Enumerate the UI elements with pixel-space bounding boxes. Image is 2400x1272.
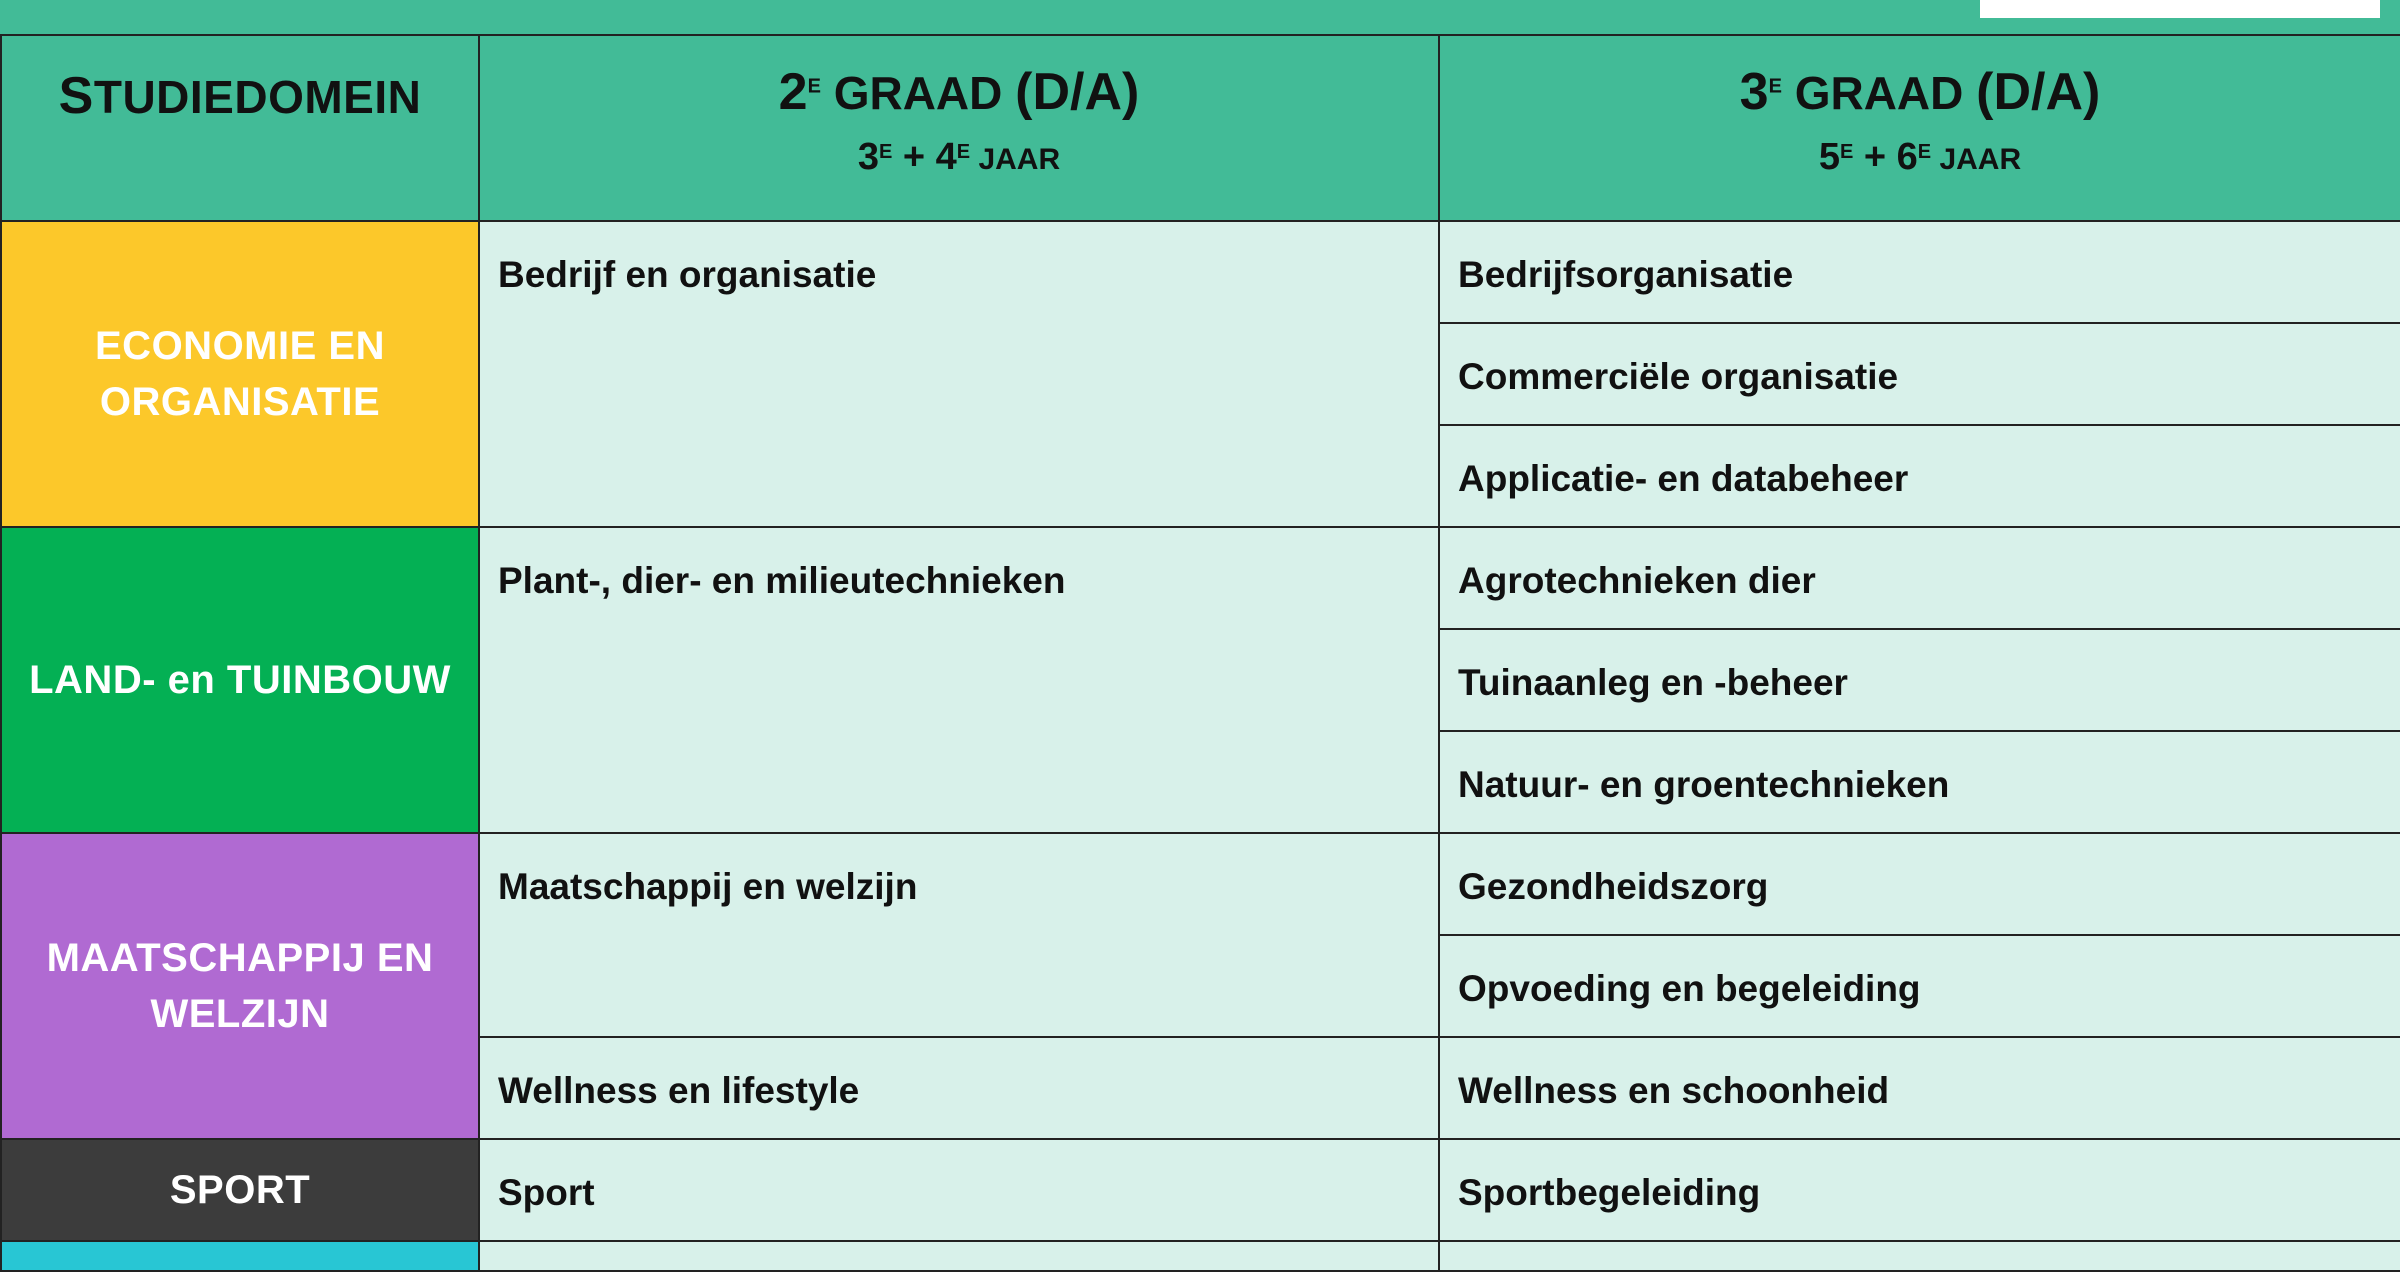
- graad-3-cell-gezondheidszorg: Gezondheidszorg: [1439, 833, 2400, 935]
- graad-2-cell-sport: Sport: [479, 1139, 1439, 1241]
- graad-3-cell-wellness-en-schoonheid: Wellness en schoonheid: [1439, 1037, 2400, 1139]
- table-row: [1, 833, 2400, 935]
- graad-3-cell-opvoeding-en-begeleiding: Opvoeding en begeleiding: [1439, 935, 2400, 1037]
- graad-2-number: 2: [778, 63, 808, 121]
- graad-2-year2-sup: E: [956, 141, 971, 163]
- header-studiedomein: [1, 35, 479, 221]
- table-row: [1, 527, 2400, 629]
- domain-economie-line2: ORGANISATIE: [99, 380, 381, 424]
- top-right-box: [1980, 0, 2380, 18]
- domain-land-en-tuinbouw: [1, 527, 479, 833]
- graad-3-cell-sportbegeleiding: Sportbegeleiding: [1439, 1139, 2400, 1241]
- graad-2-cell-next-partial: [479, 1241, 1439, 1271]
- graad-3-cell-next-partial: [1439, 1241, 2400, 1271]
- graad-2-year1-sup: E: [878, 141, 893, 163]
- header-graad-3-title: [1440, 62, 2400, 122]
- graad-3-paren: (D/A): [1976, 63, 2101, 121]
- header-studiedomein-initial: S: [58, 67, 94, 125]
- domain-land-label: LAND- en TUINBOUW: [29, 658, 451, 702]
- table-row: [1, 221, 2400, 323]
- graad-2-year2: 4: [935, 136, 957, 178]
- domain-economie-line1: ECONOMIE EN: [95, 324, 385, 368]
- graad-3-cell-bedrijfsorganisatie: Bedrijfsorganisatie: [1439, 221, 2400, 323]
- graad-2-sup: E: [807, 75, 821, 98]
- graad-3-year1-sup: E: [1839, 141, 1854, 163]
- studiedomein-table: [0, 34, 2400, 1272]
- graad-3-year2: 6: [1896, 136, 1918, 178]
- graad-2-cell-maatschappij-en-welzijn: Maatschappij en welzijn: [479, 833, 1439, 1037]
- graad-3-cell-applicatie-en-databeheer: Applicatie- en databeheer: [1439, 425, 2400, 527]
- graad-3-year2-sup: E: [1917, 141, 1932, 163]
- domain-economie-en-organisatie: [1, 221, 479, 527]
- graad-3-cell-commerciele-organisatie: Commerciële organisatie: [1439, 323, 2400, 425]
- graad-3-year1: 5: [1818, 136, 1840, 178]
- graad-2-jaar: JAAR: [970, 143, 1061, 176]
- graad-3-number: 3: [1739, 63, 1769, 121]
- header-graad-2: [479, 35, 1439, 221]
- graad-2-year1: 3: [857, 136, 879, 178]
- graad-2-label: GRAAD: [820, 67, 1016, 119]
- graad-3-sup: E: [1768, 75, 1782, 98]
- table-row: [1, 1139, 2400, 1241]
- domain-maatschappij-en-welzijn: [1, 833, 479, 1139]
- graad-3-plus: +: [1853, 136, 1897, 178]
- header-studiedomein-rest: TUDIEDOMEIN: [93, 71, 422, 123]
- graad-2-cell-wellness-en-lifestyle: Wellness en lifestyle: [479, 1037, 1439, 1139]
- graad-3-cell-natuur-en-groentechnieken: Natuur- en groentechnieken: [1439, 731, 2400, 833]
- graad-2-cell-plant-dier-milieutechnieken: Plant-, dier- en milieutechnieken: [479, 527, 1439, 833]
- header-graad-3-years: [1440, 136, 2400, 179]
- graad-2-cell-bedrijf-en-organisatie: Bedrijf en organisatie: [479, 221, 1439, 527]
- domain-maatschappij-line2: WELZIJN: [150, 992, 330, 1036]
- graad-3-jaar: JAAR: [1931, 143, 2022, 176]
- table-header-row: [1, 35, 2400, 221]
- table-row: [1, 1241, 2400, 1271]
- domain-maatschappij-line1: MAATSCHAPPIJ EN: [46, 936, 434, 980]
- graad-3-cell-agrotechnieken-dier: Agrotechnieken dier: [1439, 527, 2400, 629]
- graad-2-paren: (D/A): [1015, 63, 1140, 121]
- header-graad-3: [1439, 35, 2400, 221]
- graad-3-cell-tuinaanleg-en-beheer: Tuinaanleg en -beheer: [1439, 629, 2400, 731]
- domain-sport: [1, 1139, 479, 1241]
- domain-sport-label: SPORT: [169, 1168, 311, 1212]
- header-graad-2-title: [480, 62, 1438, 122]
- graad-3-label: GRAAD: [1781, 67, 1977, 119]
- header-graad-2-years: [480, 136, 1438, 179]
- domain-next-partial: [1, 1241, 479, 1271]
- graad-2-plus: +: [892, 136, 936, 178]
